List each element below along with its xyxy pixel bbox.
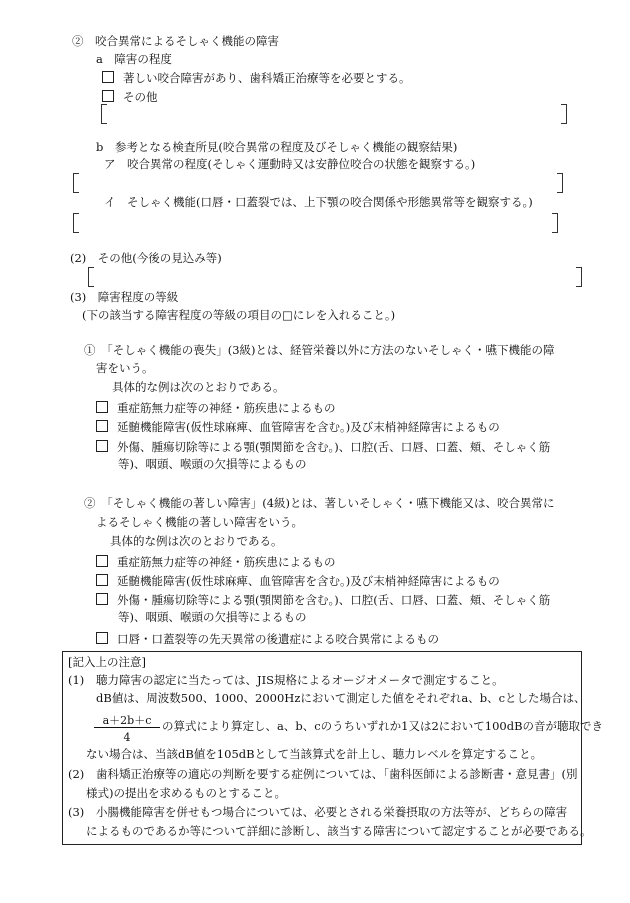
note-number: (1) [68,673,85,687]
note2-text: 様式)の提出を求めるものとすること。 [86,786,286,800]
option-text: 著しい咬合障害があり、歯科矯正治療等を必要とする。 [123,71,411,85]
grade4-item-cont: 等)、咽頭、喉頭の欠損等によるもの [118,610,307,624]
grade-instruction: (下の該当する障害程度の等級の項目の□にレを入れること。) [82,308,396,322]
note2-text: 歯科矯正治療等の適応の判断を要する症例については、「歯科医師による診断書・意見書」(別 [96,767,578,781]
grade3-item-cont: 等)、咽頭、喉頭の欠損等によるもの [118,457,307,471]
grade4-item[interactable] [96,593,550,607]
note-number: (2) [68,767,85,781]
formula-denominator: 4 [123,731,131,744]
note1-text: ない場合は、当該dB値を105dBとして当該算式を計上し、聴力レベルを算定すること。 [86,747,543,761]
severity-option-severe[interactable] [102,71,411,85]
section-heading: ② 咬合異常によるそしゃく機能の障害 [72,34,279,48]
checkbox-icon[interactable] [96,440,108,452]
formula-numerator: a＋2b＋c [102,714,152,727]
item-text: 重症筋無力症等の神経・筋疾患によるもの [117,555,336,569]
bracket-left [73,213,79,233]
bracket-left [101,104,107,124]
severity-option-other[interactable] [102,90,158,104]
checkbox-icon[interactable] [96,555,108,567]
grade3-item[interactable] [96,420,500,434]
grade4-item[interactable] [96,632,439,646]
item-text: 口唇・口蓋裂等の先天異常の後遺症による咬合異常によるもの [117,632,439,646]
grade3-definition-cont: 害をいう。 [96,361,154,375]
fraction-bar [94,727,160,728]
checkbox-icon[interactable] [102,71,114,83]
severity-label: a 障害の程度 [96,52,172,66]
disability-grade-heading: (3) 障害程度の等級 [70,290,179,304]
option-text: その他 [123,90,158,104]
item-text: 延髄機能障害(仮性球麻痺、血管障害を含む。)及び末梢神経障害によるもの [117,574,500,588]
mastication-function-label: イ そしゃく機能(口唇・口蓋裂では、上下顎の咬合関係や形態異常等を観察する。) [104,195,533,209]
checkbox-icon[interactable] [96,574,108,586]
checkbox-icon[interactable] [96,420,108,432]
examples-intro: 具体的な例は次のとおりである。 [110,534,283,548]
grade3-definition: ① 「そしゃく機能の喪失」(3級)とは、経管栄養以外に方法のないそしゃく・嚥下機能の障 [84,343,555,357]
note1-text: dB値は、周波数500、1000、2000Hzにおいて測定した値をそれぞれa、b、cとした場合は、 [96,691,586,705]
note3-text: 小腸機能障害を併せもつ場合については、必要とされる栄養摂取の方法等が、どちらの障害 [96,805,568,819]
grade3-item[interactable] [96,401,336,415]
checkbox-icon[interactable] [96,632,108,644]
bracket-right [552,213,558,233]
bracket-right [576,267,582,287]
grade3-item[interactable] [96,440,550,454]
checkbox-icon[interactable] [96,593,108,605]
bracket-right [557,173,563,193]
grade4-definition-cont: よるそしゃく機能の著しい障害をいう。 [96,515,303,529]
bracket-left [88,267,94,287]
item-text: 延髄機能障害(仮性球麻痺、血管障害を含む。)及び末梢神経障害によるもの [117,420,500,434]
item-text: 外傷、腫瘍切除等による顎(顎関節を含む。)、口腔(舌、口唇、口蓋、頬、そしゃく筋 [117,440,551,454]
bracket-left [73,173,79,193]
item-text: 外傷・腫瘍切除等による顎(顎関節を含む。)、口腔(舌、口唇、口蓋、頬、そしゃく筋 [117,593,551,607]
item-text: 重症筋無力症等の神経・筋疾患によるもの [117,401,336,415]
bracket-right [561,104,567,124]
grade4-item[interactable] [96,574,500,588]
checkbox-icon[interactable] [96,401,108,413]
other-prospects-label: (2) その他(今後の見込み等) [70,251,222,265]
note3-text: によるものであるか等について詳細に診断し、該当する障害について認定することが必要である。 [86,824,592,838]
note1-text: の算式により算定し、a、b、cのうちいずれか1又は2において100dBの音が聴取でき [162,719,604,733]
notes-title: [記入上の注意] [68,655,146,669]
note-number: (3) [68,805,85,819]
occlusion-degree-label: ア 咬合異常の程度(そしゃく運動時又は安静位咬合の状態を観察する。) [104,157,476,171]
examples-intro: 具体的な例は次のとおりである。 [112,380,285,394]
grade4-definition: ② 「そしゃく機能の著しい障害」(4級)とは、著しいそしゃく・嚥下機能又は、咬合異常に [84,496,555,510]
note1-text: 聴力障害の認定に当たっては、JIS規格によるオージオメータで測定すること。 [96,673,504,687]
exam-findings-label: b 参考となる検査所見(咬合異常の程度及びそしゃく機能の観察結果) [96,140,458,154]
grade4-item[interactable] [96,555,336,569]
checkbox-icon[interactable] [102,90,114,102]
